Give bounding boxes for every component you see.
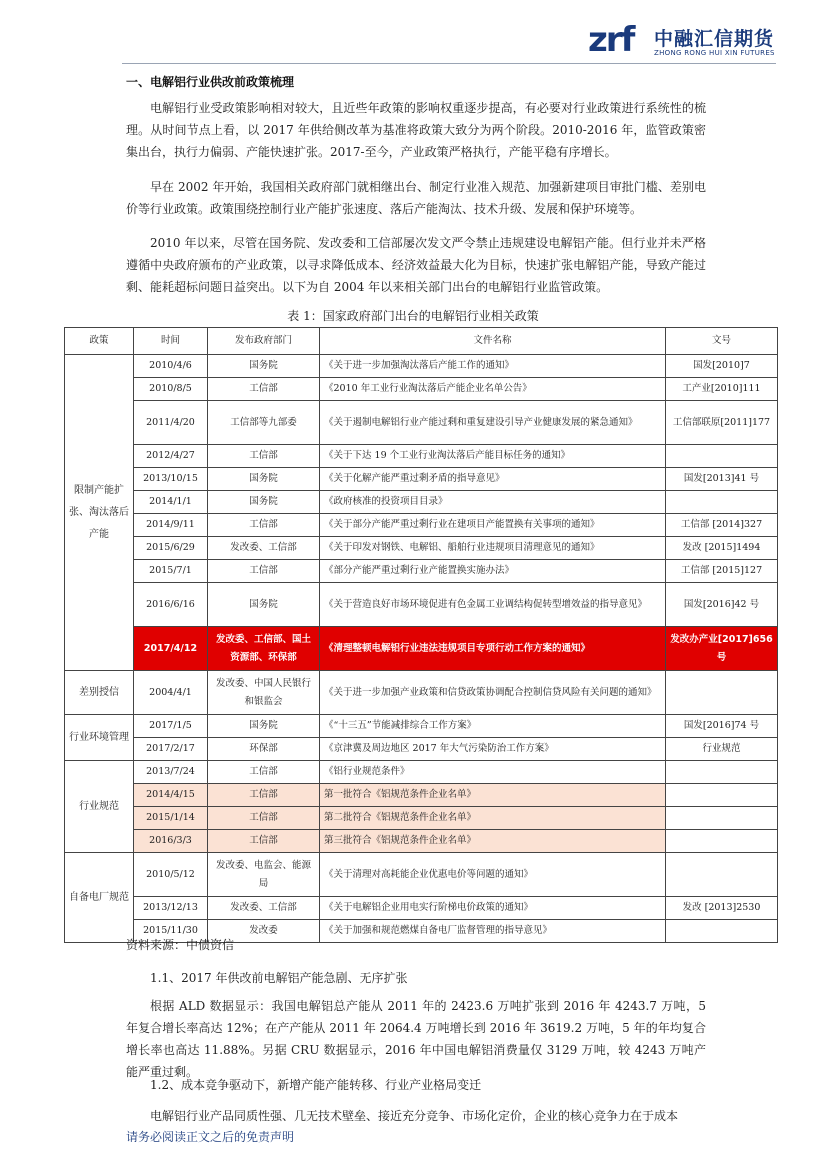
table-row	[65, 560, 778, 583]
date-cell: 2016/3/3	[134, 830, 208, 853]
doc-number-cell	[666, 853, 778, 897]
doc-number-cell: 国发[2010]7	[666, 355, 778, 378]
table-row	[65, 355, 778, 378]
logo-english-name: ZHONG RONG HUI XIN FUTURES	[654, 49, 775, 57]
department-cell: 国务院	[208, 355, 320, 378]
disclaimer-footer: 请务必阅读正文之后的免责声明	[126, 1130, 295, 1144]
date-cell: 2013/10/15	[134, 468, 208, 491]
intro-paragraph-3: 2010 年以来，尽管在国务院、发改委和工信部屡次发文严令禁止违规建设电解铝产能。但行业并未严格遵循中央政府颁布的产业政策，以寻求降低成本、经济效益最大化为目标，快速扩张电解铝产能，导致产能过剩、能耗超标问题日益突出。以下为自 2004 年以来相关部门出台的电解铝行业监管政策。	[126, 236, 706, 294]
department-cell: 发改委、电监会、能源局	[208, 853, 320, 897]
document-title-cell: 《京津冀及周边地区 2017 年大气污染防治工作方案》	[320, 738, 666, 761]
doc-number-cell	[666, 671, 778, 715]
document-title-cell: 《关于印发对钢铁、电解铝、船舶行业违规项目清理意见的通知》	[320, 537, 666, 560]
logo-mark-f: f	[620, 20, 634, 60]
logo-chinese-name: 中融汇信期货	[654, 28, 775, 50]
subsection-heading-1-1: 1.1、2017 年供改前电解铝产能急剧、无序扩张	[150, 971, 408, 985]
department-cell: 工信部	[208, 761, 320, 784]
header-date: 时间	[134, 328, 208, 355]
subsection-heading-1-2: 1.2、成本竞争驱动下，新增产能产能转移、行业产业格局变迁	[150, 1078, 482, 1092]
doc-number-cell: 国发[2016]42 号	[666, 583, 778, 627]
department-cell: 环保部	[208, 738, 320, 761]
header-document: 文件名称	[320, 328, 666, 355]
table-caption: 表 1：国家政府部门出台的电解铝行业相关政策	[287, 309, 539, 323]
department-cell: 工信部	[208, 378, 320, 401]
header-divider	[122, 63, 776, 64]
table-header-row	[65, 328, 778, 355]
intro-paragraph-1: 电解铝行业受政策影响相对较大，且近些年政策的影响权重逐步提高，有必要对行业政策进行系统性的梳理。从时间节点上看，以 2017 年供给侧改革为基准将政策大致分为两个阶段。2010-2016 年，监管政策密集出台，执行力偏弱、产能快速扩张。2017-至今，产业政策严格执行，产能平稳有序增长。	[126, 101, 706, 159]
document-title-cell: 《关于化解产能严重过剩矛盾的指导意见》	[320, 468, 666, 491]
logo-mark	[588, 20, 633, 60]
date-cell: 2015/7/1	[134, 560, 208, 583]
document-title-cell: 《关于下达 19 个工业行业淘汰落后产能目标任务的通知》	[320, 445, 666, 468]
table-row	[65, 445, 778, 468]
document-title-cell: 第三批符合《铝规范条件企业名单》	[320, 830, 666, 853]
date-cell: 2004/4/1	[134, 671, 208, 715]
document-title-cell: 《清理整顿电解铝行业违法违规项目专项行动工作方案的通知》	[320, 627, 666, 671]
doc-number-cell	[666, 491, 778, 514]
table-row	[65, 537, 778, 560]
table-row	[65, 401, 778, 445]
doc-number-cell: 发改 [2013]2530	[666, 897, 778, 920]
document-title-cell: 《铝行业规范条件》	[320, 761, 666, 784]
date-cell: 2017/2/17	[134, 738, 208, 761]
doc-number-cell: 发改办产业[2017]656 号	[666, 627, 778, 671]
date-cell: 2015/1/14	[134, 807, 208, 830]
company-logo	[588, 20, 778, 62]
document-title-cell: 《关于进一步加强产业政策和信贷政策协调配合控制信贷风险有关问题的通知》	[320, 671, 666, 715]
table-row	[65, 378, 778, 401]
department-cell: 工信部	[208, 445, 320, 468]
policy-table	[64, 327, 778, 943]
section-heading: 一、电解铝行业供改前政策梳理	[126, 75, 295, 89]
doc-number-cell	[666, 920, 778, 943]
doc-number-cell	[666, 807, 778, 830]
doc-number-cell: 国发[2013]41 号	[666, 468, 778, 491]
doc-number-cell: 国发[2016]74 号	[666, 715, 778, 738]
document-title-cell: 《关于营造良好市场环境促进有色金属工业调结构促转型增效益的指导意见》	[320, 583, 666, 627]
department-cell: 工信部	[208, 784, 320, 807]
date-cell: 2012/4/27	[134, 445, 208, 468]
doc-number-cell: 发改 [2015]1494	[666, 537, 778, 560]
department-cell: 发改委、工信部	[208, 537, 320, 560]
doc-number-cell	[666, 445, 778, 468]
table-row	[65, 583, 778, 627]
table-row	[65, 807, 778, 830]
doc-number-cell: 工信部联原[2011]177	[666, 401, 778, 445]
table-row	[65, 761, 778, 784]
table-source: 资料来源：中债资信	[126, 938, 235, 952]
department-cell: 工信部	[208, 514, 320, 537]
department-cell: 发改委、工信部	[208, 897, 320, 920]
document-title-cell: 《关于遏制电解铝行业产能过剩和重复建设引导产业健康发展的紧急通知》	[320, 401, 666, 445]
date-cell: 2017/1/5	[134, 715, 208, 738]
doc-number-cell: 工信部 [2015]127	[666, 560, 778, 583]
document-title-cell: 《关于加强和规范燃煤自备电厂监督管理的指导意见》	[320, 920, 666, 943]
date-cell: 2010/8/5	[134, 378, 208, 401]
table-row	[65, 784, 778, 807]
policy-category-cell: 差别授信	[65, 671, 134, 715]
table-row	[65, 671, 778, 715]
department-cell: 国务院	[208, 491, 320, 514]
date-cell: 2014/1/1	[134, 491, 208, 514]
date-cell: 2010/4/6	[134, 355, 208, 378]
doc-number-cell	[666, 761, 778, 784]
department-cell: 工信部等九部委	[208, 401, 320, 445]
logo-mark-r: r	[605, 20, 621, 60]
document-title-cell: 《“十三五”节能减排综合工作方案》	[320, 715, 666, 738]
document-title-cell: 《政府核准的投资项目目录》	[320, 491, 666, 514]
table-row	[65, 830, 778, 853]
table-row	[65, 468, 778, 491]
table-row	[65, 738, 778, 761]
date-cell: 2016/6/16	[134, 583, 208, 627]
department-cell: 发改委	[208, 920, 320, 943]
document-title-cell: 《关于部分产能严重过剩行业在建项目产能置换有关事项的通知》	[320, 514, 666, 537]
table-row	[65, 491, 778, 514]
department-cell: 工信部	[208, 830, 320, 853]
document-title-cell: 《2010 年工业行业淘汰落后产能企业名单公告》	[320, 378, 666, 401]
department-cell: 国务院	[208, 583, 320, 627]
date-cell: 2015/6/29	[134, 537, 208, 560]
date-cell: 2011/4/20	[134, 401, 208, 445]
department-cell: 工信部	[208, 807, 320, 830]
table-row	[65, 853, 778, 897]
department-cell: 工信部	[208, 560, 320, 583]
document-title-cell: 《关于清理对高耗能企业优惠电价等问题的通知》	[320, 853, 666, 897]
date-cell: 2014/9/11	[134, 514, 208, 537]
header-department: 发布政府部门	[208, 328, 320, 355]
logo-mark-z: z	[588, 20, 606, 60]
capacity-paragraph: 根据 ALD 数据显示：我国电解铝总产能从 2011 年的 2423.6 万吨扩张到 2016 年 4243.7 万吨，5 年复合增长率高达 12%；在产产能从 2011 年 2064.4 万吨增长到 2016 年 3619.2 万吨，5 年的年均复合增长率也高达 11.88%。另据 CRU 数据显示，2016 年中国电解铝消费量仅 3129 万吨，较 4243 万吨产能严重过剩。	[126, 999, 706, 1079]
doc-number-cell	[666, 784, 778, 807]
department-cell: 国务院	[208, 715, 320, 738]
document-title-cell: 《关于电解铝企业用电实行阶梯电价政策的通知》	[320, 897, 666, 920]
doc-number-cell: 工产业[2010]111	[666, 378, 778, 401]
policy-category-cell: 自备电厂规范	[65, 853, 134, 943]
document-title-cell: 《关于进一步加强淘汰落后产能工作的通知》	[320, 355, 666, 378]
date-cell: 2010/5/12	[134, 853, 208, 897]
date-cell: 2013/12/13	[134, 897, 208, 920]
department-cell: 发改委、中国人民银行和银监会	[208, 671, 320, 715]
table-body	[65, 355, 778, 943]
table-row	[65, 897, 778, 920]
date-cell: 2015/11/30	[134, 920, 208, 943]
document-title-cell: 第二批符合《铝规范条件企业名单》	[320, 807, 666, 830]
header-policy: 政策	[65, 328, 134, 355]
policy-category-cell: 行业环境管理	[65, 715, 134, 761]
date-cell: 2017/4/12	[134, 627, 208, 671]
department-cell: 国务院	[208, 468, 320, 491]
intro-paragraph-2: 早在 2002 年开始，我国相关政府部门就相继出台、制定行业准入规范、加强新建项目审批门槛、差别电价等行业政策。政策围绕控制行业产能扩张速度、落后产能淘汰、技术升级、发展和保护环境等。	[126, 180, 706, 216]
department-cell: 发改委、工信部、国土资源部、环保部	[208, 627, 320, 671]
doc-number-cell: 工信部 [2014]327	[666, 514, 778, 537]
table-row	[65, 514, 778, 537]
document-title-cell: 第一批符合《铝规范条件企业名单》	[320, 784, 666, 807]
document-title-cell: 《部分产能严重过剩行业产能置换实施办法》	[320, 560, 666, 583]
header-doc-number: 文号	[666, 328, 778, 355]
doc-number-cell: 行业规范	[666, 738, 778, 761]
policy-category-cell: 限制产能扩张、淘汰落后产能	[65, 355, 134, 671]
date-cell: 2014/4/15	[134, 784, 208, 807]
date-cell: 2013/7/24	[134, 761, 208, 784]
policy-category-cell: 行业规范	[65, 761, 134, 853]
table-row	[65, 627, 778, 671]
table-row	[65, 715, 778, 738]
cost-paragraph: 电解铝行业产品同质性强、几无技术壁垒、接近充分竞争、市场化定价，企业的核心竞争力在于成本	[150, 1109, 679, 1123]
doc-number-cell	[666, 830, 778, 853]
